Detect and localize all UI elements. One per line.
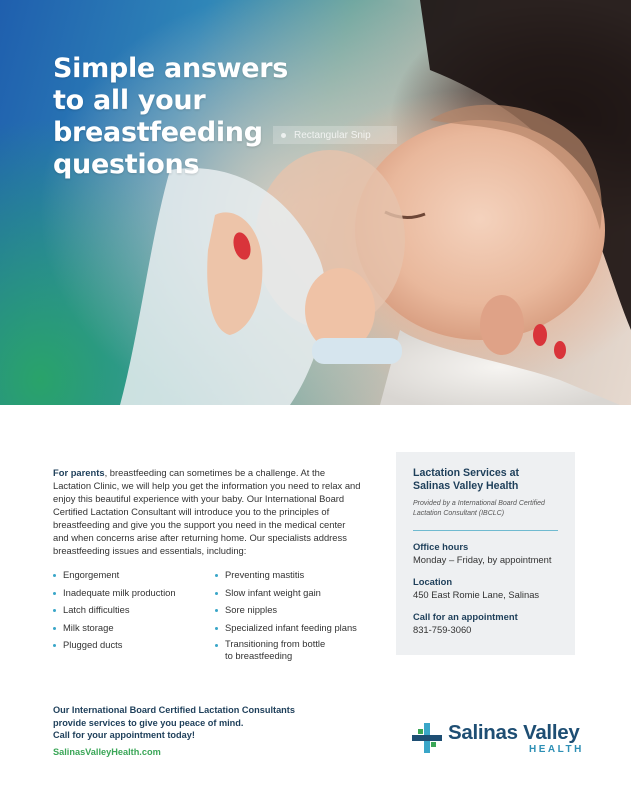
headline: Simple answers to all your breastfeeding questions [53,53,289,180]
intro-body: , breastfeeding can sometimes be a challenge. At the Lactation Clinic, we will help you get the information you need to relax and enjoy this beautiful experience with your baby. Our International Board Certified Lactation Consultant will introduce you to the principles of breastfeeding and give you the support you need in the medical center and when concerns arise after returning home. Our specialists address breastfeeding issues and essentials, including: [53,467,361,556]
list-item: Latch difficulties [53,601,213,619]
topics-list-left [53,566,213,654]
snip-label: Rectangular Snip [294,129,371,141]
intro-paragraph [53,466,363,557]
topics-list-right [215,566,375,662]
snip-icon [281,133,286,138]
closing-line: provide services to give you peace of mind. [53,717,244,728]
office-hours-label: Office hours [413,541,469,552]
phone-number[interactable]: 831-759-3060 [413,624,472,635]
list-item: Sore nipples [215,601,375,619]
list-item: Engorgement [53,566,213,584]
list-item: Preventing mastitis [215,566,375,584]
list-item: Specialized infant feeding plans [215,619,375,637]
list-item-line: to breastfeeding [225,650,293,661]
card-subtitle: Provided by a International Board Certified Lactation Consultant (IBCLC) [413,500,545,517]
list-item: Milk storage [53,619,213,637]
website-link[interactable]: SalinasValleyHealth.com [53,747,161,757]
list-item: Inadequate milk production [53,584,213,602]
appointment-label: Call for an appointment [413,611,518,622]
list-item-line: Transitioning from bottle [225,638,326,649]
intro-lead: For parents [53,467,105,478]
logo-subtitle: HEALTH [529,744,584,755]
closing-line: Our International Board Certified Lactation Consultants [53,705,295,715]
location-value: 450 East Romie Lane, Salinas [413,589,540,600]
salinas-valley-health-logo [412,722,582,762]
rectangular-snip-overlay [273,126,397,144]
info-card [396,452,575,655]
list-item [215,636,375,662]
closing-statement [53,704,333,742]
list-item: Plugged ducts [53,636,213,654]
divider [413,530,558,531]
card-title: Lactation Services at Salinas Valley Health [413,467,519,492]
closing-line: Call for your appointment today! [53,730,195,740]
cross-logo-icon [412,723,442,753]
office-hours-value: Monday – Friday, by appointment [413,554,552,565]
location-label: Location [413,576,453,587]
list-item: Slow infant weight gain [215,584,375,602]
logo-name: Salinas Valley [448,721,580,744]
